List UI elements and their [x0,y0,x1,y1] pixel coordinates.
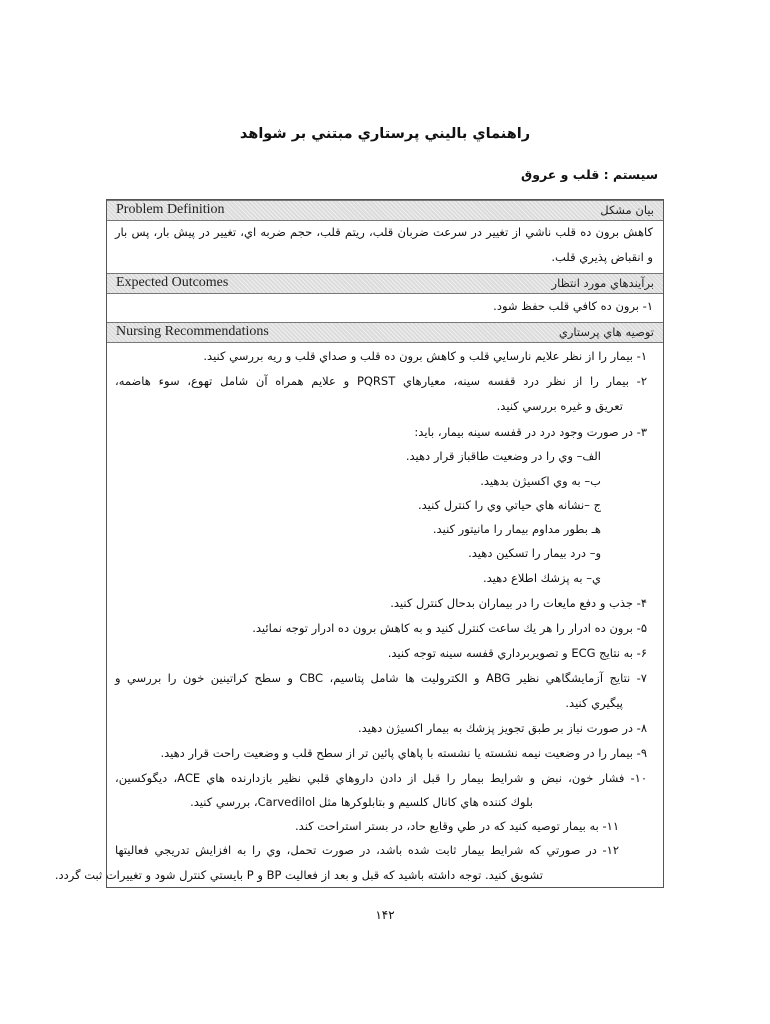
page-number: ۱۴۲ [375,908,395,922]
recommendation-3a: الف– وي را در وضعيت طاقباز قرار دهيد. [405,449,601,463]
recommendation-3e: و– درد بيمار را تسكين دهيد. [468,546,601,560]
problem-line-2: و انقباض پذيري قلب. [551,250,653,264]
expected-outcomes-en: Expected Outcomes [116,275,229,290]
guideline-table [54,199,664,888]
recommendation-4: ۴- جذب و دفع مايعات را در بيماران بدحال كنترل كنيد. [390,596,647,610]
recommendation-5: ۵- برون ده ادرار را هر يك ساعت كنترل كنيد و به كاهش برون ده ادرار توجه نمائيد. [252,621,647,635]
recommendation-11: ۱۱- به بيمار توصيه كنيد كه در طي وقايع حاد، در بستر استراحت كند. [295,819,619,833]
problem-line-1: كاهش برون ده قلب ناشي از تغيير در سرعت ضربان قلب، ريتم قلب، حجم ضربه اي، تغيير در پيش بار، پس بار [115,225,653,239]
recommendation-3b: ب– به وي اكسيژن بدهيد. [480,474,601,488]
nursing-recommendations-fa: توصيه هاي پرستاري [558,325,654,339]
recommendation-7: ۷- نتايج آزمايشگاهي نظير ABG و الكتروليت ها شامل پتاسيم، CBC و سطح كراتينين خون را بررسي و [115,671,647,685]
recommendation-10: ۱۰- فشار خون، نبض و شرايط بيمار را قبل از دادن داروهاي قلبي نظير بازدارنده هاي ACE، ديگوكسين، [115,771,647,785]
problem-definition-header [107,200,663,221]
recommendation-12-cont: تشويق كنيد. توجه داشته باشيد كه قبل و بعد از فعاليت BP و P بايستي كنترل شود و تغييرات ثبت گردد. [54,868,543,882]
problem-definition-en: Problem Definition [116,202,225,217]
recommendation-3c: ج –نشانه هاي حياتي وي را كنترل كنيد. [417,498,601,512]
recommendation-3: ۳- در صورت وجود درد در قفسه سينه بيمار، بايد: [414,425,647,439]
nursing-recommendations-header [107,322,663,343]
recommendation-9: ۹- بيمار را در وضعيت نيمه نشسته يا نشسته با پاهاي پائين تر از سطح قلب و وضعيت راحت قرار دهيد. [160,746,647,760]
nursing-recommendations-en: Nursing Recommendations [116,324,269,339]
recommendation-7-cont: پيگيري كنيد. [565,696,623,710]
recommendation-1: ۱- بيمار را از نظر علايم نارسايي قلب و كاهش برون ده قلب و صداي قلب و ريه بررسي كنيد. [203,349,647,363]
outcome-line-1: ۱- برون ده كافي قلب حفظ شود. [493,299,653,313]
system-label: سيستم : قلب و عروق [521,167,658,182]
recommendation-3d: هـ بطور مداوم بيمار را مانيتور كنيد. [432,522,601,536]
page-title: راهنماي باليني پرستاري مبتني بر شواهد [239,126,531,142]
expected-outcomes-header [107,273,663,294]
recommendation-10-cont: بلوك كننده هاي كانال كلسيم و بتابلوكرها مثل Carvedilol، بررسي كنيد. [190,795,533,809]
recommendation-8: ۸- در صورت نياز بر طبق تجويز پزشك به بيمار اكسيژن دهيد. [357,721,647,735]
problem-definition-fa: بيان مشكل [600,203,654,217]
recommendation-2: ۲- بيمار را از نظر درد قفسه سينه، معيارهاي PQRST و علايم همراه آن شامل تهوع، سوء هاضمه، [115,374,647,388]
recommendation-2-cont: تعريق و غيره بررسي كنيد. [496,399,623,413]
recommendation-12: ۱۲- در صورتي كه شرايط بيمار ثابت شده باشد، در صورت تحمل، وي را به افزايش تدريجي فعاليتها [115,843,619,857]
recommendation-6: ۶- به نتايج ECG و تصويربرداري قفسه سينه توجه كنيد. [387,646,647,660]
expected-outcomes-fa: برآيندهاي مورد انتظار [551,276,654,290]
recommendation-3f: ي– به پزشك اطلاع دهيد. [482,571,601,585]
